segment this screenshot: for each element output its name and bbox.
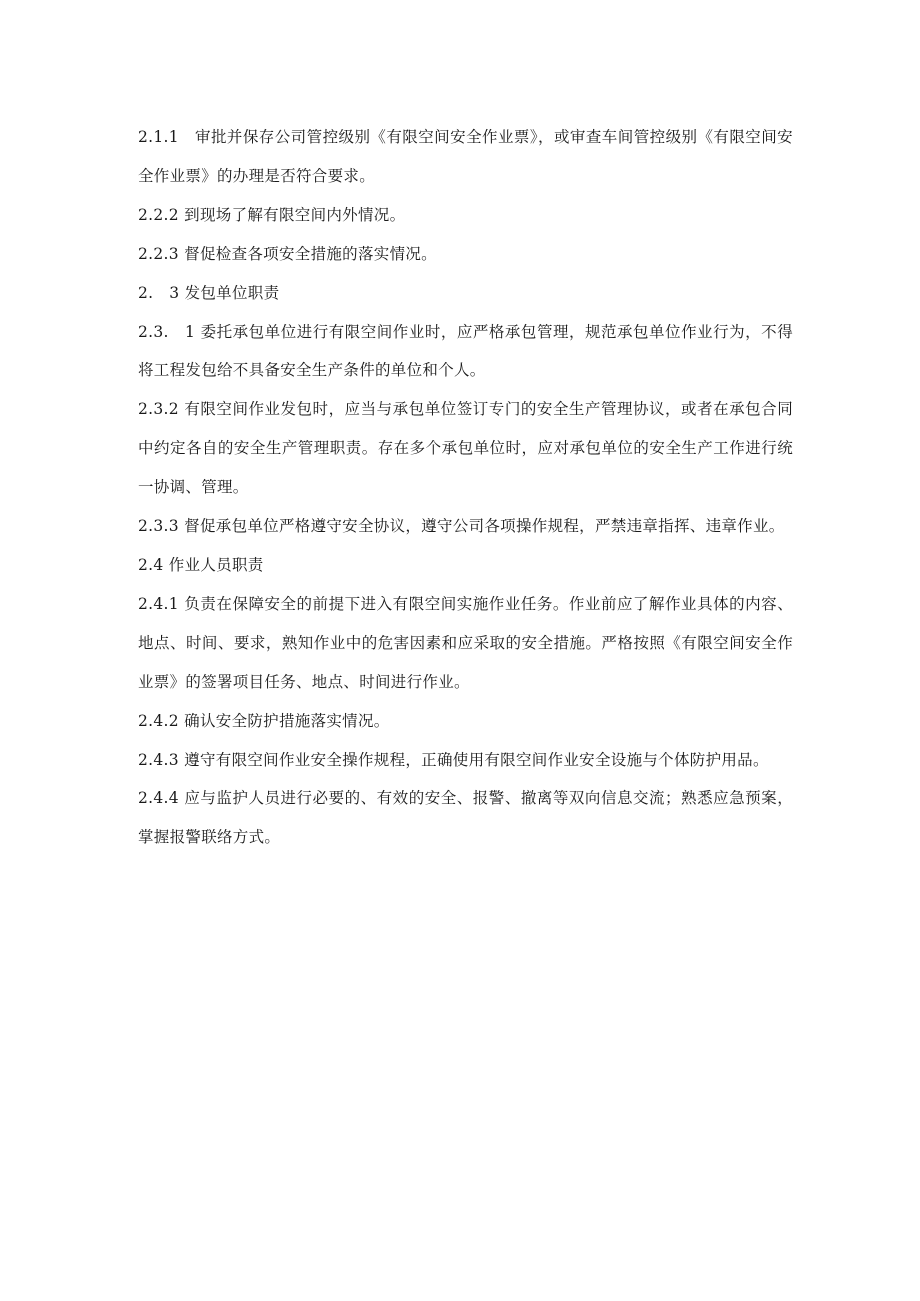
paragraph-2-3-3: 2.3.3 督促承包单位严格遵守安全协议，遵守公司各项操作规程，严禁违章指挥、违章作业。	[138, 517, 785, 536]
section-heading-2-3: 2. 3 发包单位职责	[138, 283, 280, 302]
paragraph-2-1-1: 2.1.1 审批并保存公司管控级别《有限空间安全作业票》，或审查车间管控级别《有限空间安全作业票》的办理是否符合要求。	[138, 128, 793, 185]
paragraph-2-4-3: 2.4.3 遵守有限空间作业安全操作规程，正确使用有限空间作业安全设施与个体防护用品。	[138, 750, 769, 769]
document-body	[138, 118, 793, 857]
section-heading-2-4: 2.4 作业人员职责	[138, 555, 264, 574]
paragraph-2-2-3: 2.2.3 督促检查各项安全措施的落实情况。	[138, 244, 437, 263]
paragraph-2-3-1: 2.3. 1 委托承包单位进行有限空间作业时，应严格承包管理，规范承包单位作业行为，不得将工程发包给不具备安全生产条件的单位和个人。	[138, 322, 793, 380]
paragraph-2-4-1: 2.4.1 负责在保障安全的前提下进入有限空间实施作业任务。作业前应了解作业具体的内容、地点、时间、要求，熟知作业中的危害因素和应采取的安全措施。严格按照《有限空间安全作业票》的签署项目任务、地点、时间进行作业。	[138, 594, 793, 691]
paragraph-2-3-2: 2.3.2 有限空间作业发包时，应当与承包单位签订专门的安全生产管理协议，或者在承包合同中约定各自的安全生产管理职责。存在多个承包单位时，应对承包单位的安全生产工作进行统一协调、管理。	[138, 400, 793, 497]
paragraph-2-4-4: 2.4.4 应与监护人员进行必要的、有效的安全、报警、撤离等双向信息交流；熟悉应急预案，掌握报警联络方式。	[138, 789, 793, 847]
paragraph-2-4-2: 2.4.2 确认安全防护措施落实情况。	[138, 711, 390, 730]
paragraph-2-2-2: 2.2.2 到现场了解有限空间内外情况。	[138, 205, 406, 224]
